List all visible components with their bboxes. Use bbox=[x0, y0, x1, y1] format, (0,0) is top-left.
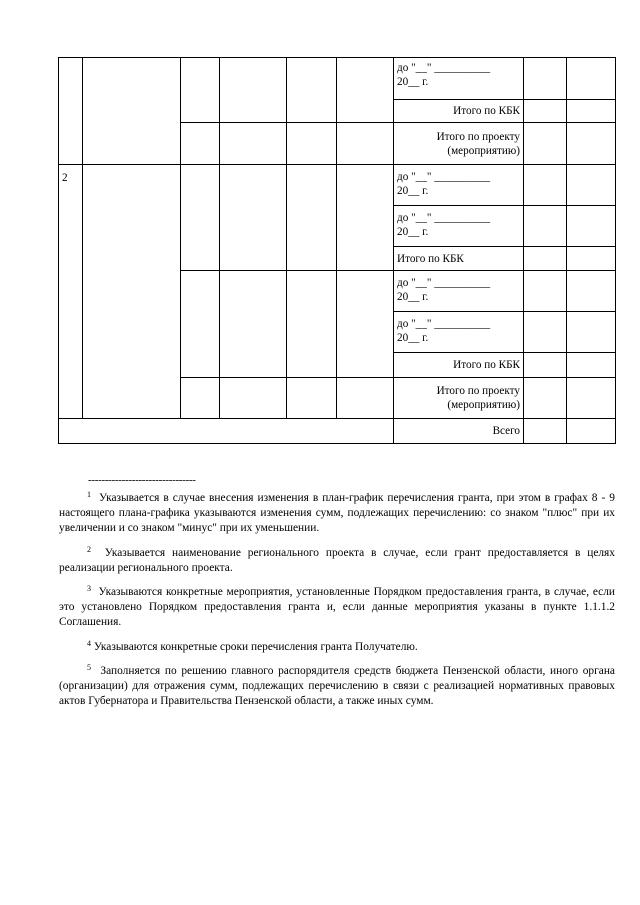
date-line: до "__" __________ bbox=[397, 318, 491, 330]
amount-cell bbox=[524, 353, 567, 378]
footnote-text: Указываются конкретные мероприятия, установленные Порядком предоставления гранта, в случае, если это установлено Порядком предоставления гранта и, если данные мероприятия указаны в пункте 1.1.1.2 Соглашения. bbox=[59, 586, 615, 629]
total-kbk-label: Итого по КБК bbox=[394, 353, 524, 378]
footnote-mark: 5 bbox=[87, 662, 91, 672]
cell bbox=[220, 58, 287, 123]
cell-number bbox=[59, 58, 83, 165]
payment-schedule-table bbox=[58, 57, 616, 444]
footnote-mark: 2 bbox=[87, 544, 91, 554]
cell bbox=[287, 165, 337, 271]
amount-cell bbox=[524, 247, 567, 271]
cell bbox=[337, 123, 394, 165]
date-cell bbox=[394, 206, 524, 247]
total-project-label: Итого по проекту (мероприятию) bbox=[394, 378, 524, 419]
amount-cell bbox=[524, 100, 567, 123]
footnotes bbox=[59, 491, 615, 718]
footnote-text: Указывается в случае внесения изменения в план-график перечисления гранта, при этом в графах 8 - 9 настоящего плана-графика указываются изменения сумм, подлежащих перечислению: со знаком "плюс" при их увеличении и со знаком "минус" при их уменьшении. bbox=[59, 492, 615, 535]
cell-project bbox=[83, 165, 181, 419]
cell bbox=[287, 123, 337, 165]
date-line: до "__" __________ bbox=[397, 62, 491, 74]
amount-cell bbox=[567, 353, 616, 378]
date-year: 20__ г. bbox=[397, 185, 429, 197]
amount-cell bbox=[524, 58, 567, 100]
amount-cell bbox=[567, 247, 616, 271]
total-project-label: Итого по проекту (мероприятию) bbox=[394, 123, 524, 165]
amount-cell bbox=[524, 206, 567, 247]
date-line: до "__" __________ bbox=[397, 171, 491, 183]
total-blank bbox=[59, 419, 394, 444]
date-cell bbox=[394, 271, 524, 312]
date-year: 20__ г. bbox=[397, 291, 429, 303]
amount-cell bbox=[567, 271, 616, 312]
cell bbox=[220, 123, 287, 165]
footnote-text: Указывается наименование регионального проекта в случае, если грант предоставляется в целях реализации регионального проекта. bbox=[59, 546, 615, 574]
amount-cell bbox=[567, 123, 616, 165]
total-kbk-label: Итого по КБК bbox=[394, 100, 524, 123]
footnote-mark: 3 bbox=[87, 584, 91, 594]
cell bbox=[287, 378, 337, 419]
amount-cell bbox=[524, 419, 567, 444]
date-cell bbox=[394, 312, 524, 353]
footnote-mark: 1 bbox=[87, 490, 91, 499]
amount-cell bbox=[524, 271, 567, 312]
cell bbox=[337, 271, 394, 378]
amount-cell bbox=[567, 100, 616, 123]
cell bbox=[287, 271, 337, 378]
cell bbox=[181, 165, 220, 271]
amount-cell bbox=[567, 312, 616, 353]
cell bbox=[220, 271, 287, 378]
footnote-text: Заполняется по решению главного распорядителя средств бюджета Пензенской области, иного органа (организации) для отражения сумм, подлежащих перечислению в связи с реализацией нормативных правовых актов Губернатора и Правительства Пензенской области, а также иных сумм. bbox=[59, 664, 615, 708]
amount-cell bbox=[567, 419, 616, 444]
amount-cell bbox=[567, 58, 616, 100]
amount-cell bbox=[524, 378, 567, 419]
date-line: до "__" __________ bbox=[397, 212, 491, 224]
footnote-1 bbox=[59, 491, 615, 537]
footnote-text: Указываются конкретные сроки перечисления гранта Получателю. bbox=[93, 640, 418, 653]
cell-project bbox=[83, 58, 181, 165]
amount-cell bbox=[567, 165, 616, 206]
amount-cell bbox=[524, 165, 567, 206]
total-kbk-label: Итого по КБК bbox=[394, 247, 524, 271]
footnote-5 bbox=[59, 664, 615, 710]
date-year: 20__ г. bbox=[397, 332, 429, 344]
date-year: 20__ г. bbox=[397, 76, 429, 88]
cell bbox=[337, 165, 394, 271]
amount-cell bbox=[567, 206, 616, 247]
cell bbox=[181, 123, 220, 165]
footnote-4 bbox=[59, 640, 615, 655]
cell bbox=[181, 271, 220, 378]
date-cell bbox=[394, 58, 524, 100]
cell bbox=[220, 378, 287, 419]
footnote-3 bbox=[59, 585, 615, 631]
cell bbox=[337, 58, 394, 123]
cell bbox=[181, 58, 220, 123]
grand-total-label: Всего bbox=[394, 419, 524, 444]
date-cell bbox=[394, 165, 524, 206]
row-number: 2 bbox=[59, 165, 83, 419]
date-year: 20__ г. bbox=[397, 226, 429, 238]
cell bbox=[181, 378, 220, 419]
cell bbox=[287, 58, 337, 123]
amount-cell bbox=[567, 378, 616, 419]
cell bbox=[220, 165, 287, 271]
cell bbox=[337, 378, 394, 419]
date-line: до "__" __________ bbox=[397, 277, 491, 289]
footnote-2 bbox=[59, 546, 615, 576]
amount-cell bbox=[524, 312, 567, 353]
footnote-mark: 4 bbox=[87, 638, 91, 648]
footnote-separator: -------------------------------- bbox=[88, 474, 196, 486]
amount-cell bbox=[524, 123, 567, 165]
